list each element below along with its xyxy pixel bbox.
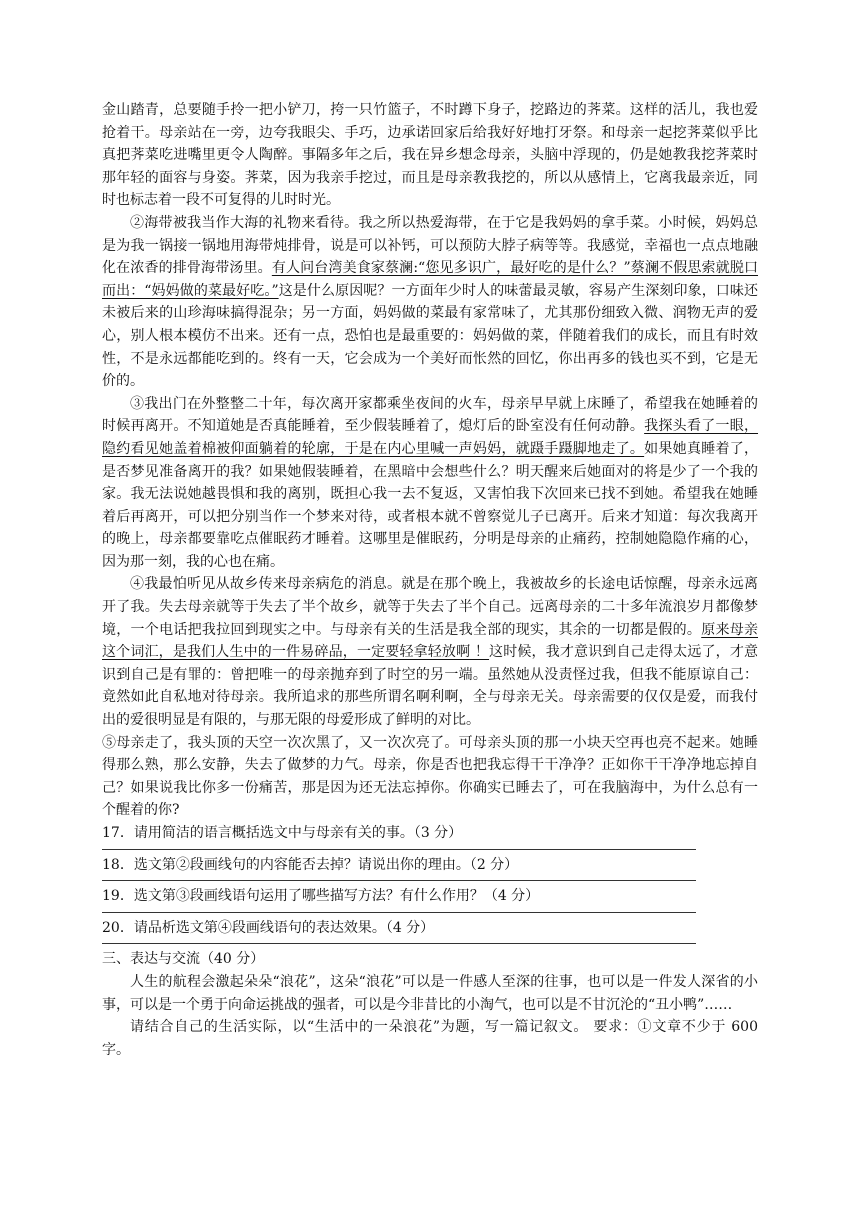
writing-task: 请结合自己的生活实际，以“生活中的一朵浪花”为题，写一篇记叙文。 要求：①文章不少于 600 字。 bbox=[102, 1019, 758, 1058]
content-column bbox=[102, 99, 758, 1061]
passage-paragraph-4 bbox=[102, 573, 758, 731]
section-3-heading: 三、表达与交流（40 分） bbox=[102, 951, 265, 968]
answer-line-18[interactable] bbox=[102, 876, 696, 881]
paragraph-3-underlined-sentence: 我探头看了一眼，隐约看见她盖着棉被仰面躺着的轮廓，于是在内心里喊一声妈妈，就蹑手蹑脚地走了。 bbox=[102, 418, 759, 457]
answer-line-19[interactable] bbox=[102, 908, 696, 913]
question-18: 18．选文第②段画线句的内容能否去掉？请说出你的理由。（2 分） bbox=[102, 856, 519, 873]
question-17: 17．请用简洁的语言概括选文中与母亲有关的事。（3 分） bbox=[102, 825, 463, 841]
paragraph-3-text-b: 如果她真睡着了，是否梦见准备离开的我？如果她假装睡着，在黑暗中会想些什么？明天醒来后她面对的将是少了一个我的家。我无法说她越畏惧和我的离别，既担心我一去不复返，又害怕我下次回来已找不到她。希望我在她睡着后再离开，可以把分别当作一个梦来对待，或者根本就不曾察觉儿子已离开。后来才知道：每次我离开的晚上，母亲都要靠吃点催眠药才睡着。这哪里是催眠药，分明是母亲的止痛药，控制她隐隐作痛的心，因为那一刻，我的心也在痛。 bbox=[102, 440, 759, 570]
question-20: 20．请品析选文第④段画线语句的表达效果。（4 分） bbox=[102, 919, 435, 936]
passage-paragraph-5: ⑤母亲走了，我头顶的天空一次次黑了，又一次次亮了。可母亲头顶的那一小块天空再也亮不起来。她睡得那么熟，那么安静，失去了做梦的力气。母亲，你是否也把我忘得干干净净？正如你干干净净地忘掉自己？如果说我比你多一份痛苦，那是因为还无法忘掉你。你确实已睡去了，可在我脑海中，为什么总有一个醒着的你? bbox=[102, 734, 758, 819]
paragraph-4-underlined-sentence: 原来母亲这个词汇，是我们人生中的一件易碎品，一定要轻拿轻放啊 ！ bbox=[102, 621, 759, 661]
paragraph-4-text-a: ④我最怕听见从故乡传来母亲病危的消息。就是在那个晚上，我被故乡的长途电话惊醒，母亲永远离开了我。失去母亲就等于失去了半个故乡，就等于失去了半个自己。远离母亲的二十多年流浪岁月都像梦境，一个电话把我拉回到现实之中。与母亲有关的生活是我全部的现实，其余的一切都是假的。 bbox=[102, 576, 758, 638]
passage-paragraph-2 bbox=[102, 212, 758, 393]
passage-paragraph-1: 金山踏青，总要随手拎一把小铲刀，挎一只竹篮子，不时蹲下身子，挖路边的荠菜。这样的活儿，我也爱抢着干。母亲站在一旁，边夸我眼尖、手巧，边承诺回家后给我好好地打牙祭。和母亲一起挖荠菜似乎比真把荠菜吃进嘴里更令人陶醉。事隔多年之后，我在异乡想念母亲，头脑中浮现的，仍是她教我挖荠菜时那年轻的面容与身姿。荠菜，因为我亲手挖过，而且是母亲教我挖的，所以从感情上，它离我最亲近，同时也标志着一段不可复得的儿时时光。 bbox=[102, 102, 758, 209]
question-19: 19．选文第③段画线语句运用了哪些描写方法？有什么作用？（4 分） bbox=[102, 888, 540, 905]
paragraph-2-underlined-sentence: 有人问台湾美食家蔡澜:“您见多识广，最好吃的是什么？”蔡澜不假思索就脱口而出：“妈妈做的菜最好吃。” bbox=[102, 260, 759, 299]
writing-prompt: 人生的航程会激起朵朵“浪花”，这朵“浪花”可以是一件感人至深的往事，也可以是一件发人深省的小事，可以是一个勇于向命运挑战的强者，可以是今非昔比的小淘气，也可以是不甘沉沦的“丑小鸭”…… bbox=[102, 973, 758, 1013]
answer-line-20[interactable] bbox=[102, 939, 696, 944]
paragraph-2-text-a: ②海带被我当作大海的礼物来看待。我之所以热爱海带，在于它是我妈妈的拿手菜。小时候，妈妈总是为我一锅接一锅地用海带炖排骨，说是可以补钙，可以预防大脖子病等等。我感觉，幸福也一点点地融化在浓香的排骨海带汤里。 bbox=[102, 214, 758, 277]
paragraph-2-text-b: 这是什么原因呢？一方面年少时人的味蕾最灵敏，容易产生深刻印象，口味还未被后来的山珍海味搞得混杂；另一方面，妈妈做的菜最有家常味了，尤其那份细致入微、润物无声的爱心，别人根本模仿不出来。还有一点，恐怕也是最重要的：妈妈做的菜，伴随着我们的成长，而且有时效性，不是永远都能吃到的。终有一天，它会成为一个美好而怅然的回忆，你出再多的钱也买不到，它是无价的。 bbox=[102, 282, 758, 390]
passage-paragraph-3 bbox=[102, 393, 758, 574]
paragraph-3-text-a: ③我出门在外整整二十年，每次离开家都乘坐夜间的火车，母亲早早就上床睡了，希望我在她睡着的时候再离开。不知道她是否真能睡着，至少假装睡着了，熄灯后的卧室没有任何动静。 bbox=[102, 395, 758, 435]
paragraph-4-text-b: 这时候，我才意识到自己走得太远了，才意识到自己是有罪的：曾把唯一的母亲抛弃到了时空的另一端。虽然她从没责怪过我，但我不能原谅自己：竟然如此自私地对待母亲。我所追求的那些所谓名啊利啊，全与母亲无关。母亲需要的仅仅是爱，而我付出的爱很明显是有限的，与那无限的母爱形成了鲜明的对比。 bbox=[102, 644, 758, 729]
answer-line-17[interactable] bbox=[102, 845, 696, 850]
